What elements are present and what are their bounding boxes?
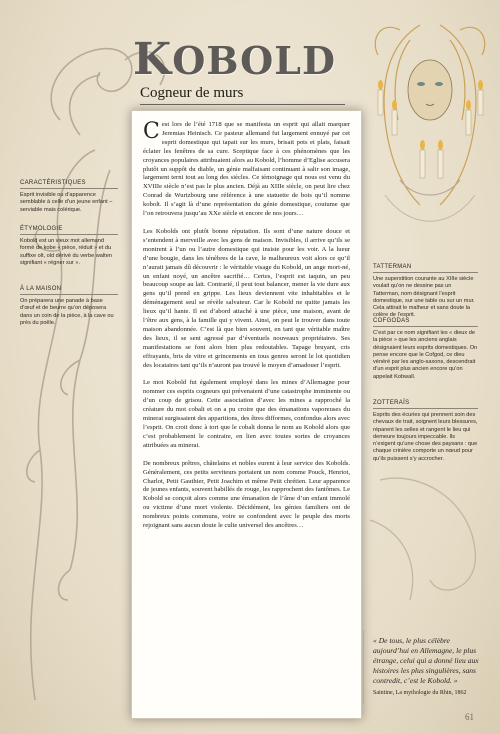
- paragraph-3: Le mot Kobold fut également employé dans les mines d’Allemagne pour nommer ces esprits cogneurs qui prévenaient d’une catastrophe imminente ou d’un coup de grisou. Cette association d’avec les mines a rapproché la créature du mot cobalt et on a pu croire que des émanations vaporeuses du minerai surgissaient des apparitions, des êtres difformes, confondus alors avec l’esprit. On croit donc à tort que le cobalt donna le nom au Kobold alors que c’est probablement le contraire, en lien avec toutes sortes de croyances attribuées au minerai.: [143, 379, 350, 449]
- sidebar-text: Une superstition courante au XIIIe siècle voulait qu’on ne dessine pas un Tatterman, nom désignant l’esprit domestique, sur une table ou sur un mur. Cela attirait le malheur et sans doute la colère de l’esprit.: [373, 276, 475, 319]
- sidebar-heading: COFGODAS: [373, 318, 478, 327]
- quote-text: « De tous, le plus célèbre aujourd’hui en Allemagne, le plus étrange, celui qui a donné lieu aux histoires les plus singulières, sans contredit, c’est le Kobold. »: [373, 636, 479, 685]
- sidebar-characteristics: [20, 180, 118, 214]
- paragraph-4: De nombreux prêtres, châtelains et nobles eurent à leur service des Kobolds. Généralement, ces petits serviteurs portaient un nom comme Pouck, Henriot, Charlot, Petit Gauthier, Petit Joachim et même Petit chrétien. Leur apparence de jeunes enfants, souvent habillés de rouge, les rapprochent des fantômes. Le Kobold se conçoit alors comme une émanation de l’âme d’un enfant immolé ou victime d’une mort violente. Décidément, les génies familiers ont de nombreux points communs, voire se confondent avec le peuple des morts rejoignant sans aucun doute le culte universel des ancêtres…: [143, 459, 350, 530]
- drop-cap: C: [143, 119, 160, 144]
- sidebar-text: Kobold est un vieux mot allemand formé de kobe « pièce, réduit » et du suffixe olt, old dérivé du verbe walten signifiant « régner sur ».: [20, 238, 112, 266]
- sidebar-text: Esprit invisible ou d’apparence semblable à celle d’un jeune enfant – serviable mais colérique.: [20, 192, 113, 213]
- quote-source: Saintine, La mythologie du Rhin, 1862: [373, 690, 467, 696]
- quote-divider: [363, 630, 364, 704]
- sidebar-heading: ÉTYMOLOGIE: [20, 226, 118, 235]
- paragraph-2: Les Kobolds ont plutôt bonne réputation. Ils sont d’une nature douce et s’entendent à merveille avec les gens de maison. Invisibles, il arrive qu’ils se montrent à l’un ou l’autre domestique qui insiste pour les voir. A la lueur d’une bougie, dans les ténèbres de la cave, le malheureux voit alors ce qu’il n’aurait jamais dû découvrir : le véritable visage du Kobold, un ange mort-né, un enfant noyé, un ancêtre sacrifié… Certes, l’esprit est taquin, un peu beaucoup soupe au lait. Contrarié, il peut tout balancer, mener la vie dure aux gens qu’il prend en grippe. Les lieux deviennent vite inhabitables et le déménagement seul se révèle salvateur. Car le Kobold ne quitte jamais les lieux qu’il hante. Il est d’abord attaché à une pièce, une maison, avant de l’être aux gens, à la famille qui y vivent. Ainsi, on peut le trouver dans toute maison abandonnée. C’est là que bien souvent, en tant que véritable maître des lieux, il se sent agressé par d’éventuels nouveaux propriétaires. Ses manifestations se font alors bien plus redoutables. Tapage bruyant, cris effrayants, bris de vitre et grincements en tous genres seront le lot quotidien des locataires tant qu’ils n’auront pas trouvé le moyen d’amadouer l’esprit.: [143, 227, 350, 369]
- page-subtitle: Cogneur de murs: [140, 85, 244, 101]
- sidebar-heading: À LA MAISON: [20, 286, 118, 295]
- subtitle-underline: [140, 104, 345, 105]
- sidebar-text: Esprits des écuries qui prennent soin des chevaux de trait, soignent leurs blessures, réparent les selles et rangent le lieu qui demeure toujours impeccable. Ils n’exigent qu’une chose des paysans : que chaque crinière comporte un nœud pour qu’ils puissent s’y accrocher.: [373, 412, 478, 462]
- sidebar-zotterais: [373, 400, 478, 463]
- paragraph-1: [143, 121, 350, 219]
- sidebar-cofgodas: [373, 318, 478, 381]
- sidebar-etymology: [20, 226, 118, 267]
- sidebar-at-home: [20, 286, 118, 327]
- paragraph-1-text: est lors de l’été 1718 que se manifesta un esprit qui allait marquer Jeremias Heinisch. Ce pasteur allemand fut largement ennuyé par cet esprit domestique qui tapait sur les murs, brisait pots et plats, faisait éclater les fenêtres de sa cure. Sceptique face à ces phénomènes que les croyances populaires attribuaient alors au Kobold, l’homme d’Eglise accusera plutôt un suppôt du diable, un génie malfaisant continuant à salir son image, largement terni tout au long des siècles. Ce témoignage qui nous est venu du XVIIIe siècle n’est pas le plus ancien. Déjà au XIIIe siècle, on peut lire chez Conrad de Wurtzbourg une référence à une statuette de bois qu’il nomme kobolt. Il s’agit là d’une représentation du génie domestique, coutume que l’on retrouvera jusqu’au XXe siècle et encore de nos jours…: [143, 121, 350, 218]
- sidebar-text: C’est par ce nom signifiant les « dieux de la pièce » que les anciens anglais désignaient leurs esprits domestiques. On pense encore que le Cofgod, ce dieu vénéré par les anglo-saxons, descendrait d’un esprit plus ancien encore qu’on appelait Kobwall.: [373, 330, 478, 380]
- main-text-box: [131, 110, 362, 719]
- sidebar-tatterman: [373, 264, 478, 320]
- sidebar-heading: TATTERMAN: [373, 264, 478, 273]
- page-number: 61: [465, 712, 474, 722]
- sidebar-heading: ZOTTERAÏS: [373, 400, 478, 409]
- page-title: KOBOLD: [133, 34, 336, 85]
- pull-quote: [373, 636, 481, 696]
- sidebar-heading: CARACTÉRISTIQUES: [20, 180, 118, 189]
- sidebar-text: On préparera une panade à base d’œuf et de beurre qu’on déposera dans un coin de la pièce, à la cave ou près du poêle.: [20, 298, 114, 326]
